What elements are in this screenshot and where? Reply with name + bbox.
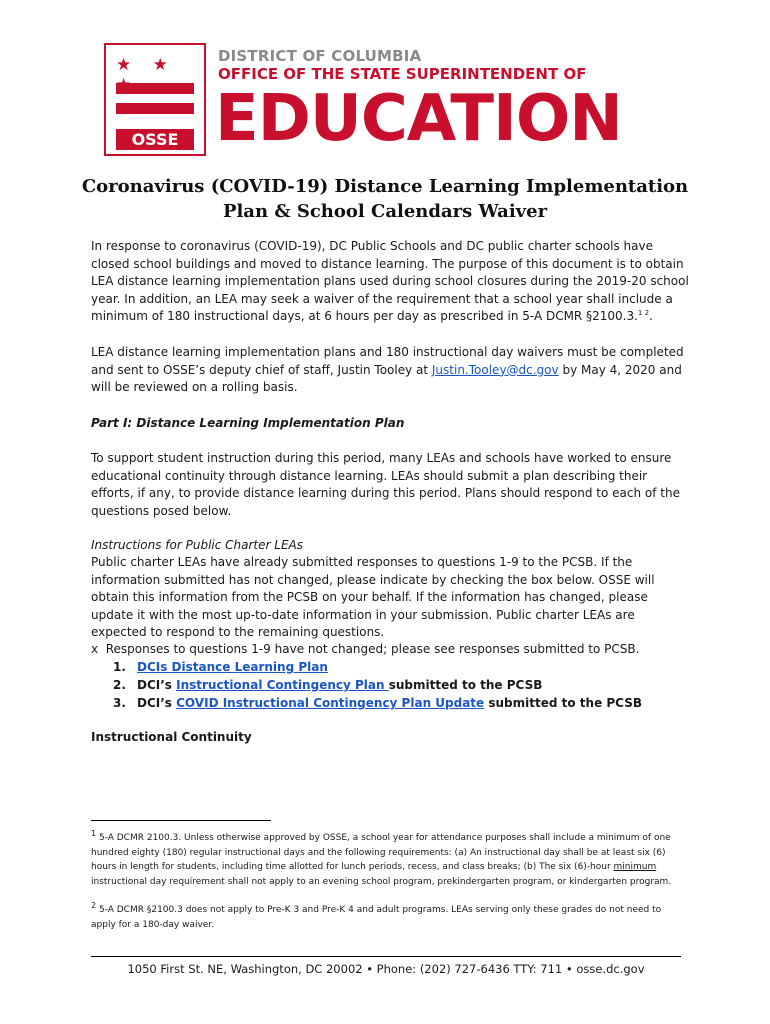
list-suffix: submitted to the PCSB xyxy=(484,696,643,710)
page-footer: 1050 First St. NE, Washington, DC 20002 • Phone: (202) 727-6436 TTY: 711 • osse.dc.gov xyxy=(127,962,645,976)
logo-education: EDUCATION xyxy=(215,82,622,156)
footer-divider xyxy=(91,956,681,957)
submission-text-after: by May 4, 2020 and will be reviewed on a rolling basis. xyxy=(91,362,682,395)
submission-paragraph xyxy=(91,344,691,397)
instructional-continuity-heading: Instructional Continuity xyxy=(91,730,252,744)
flag-stripe-icon xyxy=(116,83,194,94)
logo-district: DISTRICT OF COLUMBIA xyxy=(218,47,422,65)
charter-heading: Instructions for Public Charter LEAs xyxy=(91,538,303,552)
intro-text: In response to coronavirus (COVID-19), DC Public Schools and DC public charter schools have closed school buildings and moved to distance learning. The purpose of this document is to obtain LEA distance learning implementation plans used during school closures during the 2019-20 school year. In addition, an LEA may seek a waiver of the requirement that a school year shall include a minimum of 180 instructional days, at 6 hours per day as prescribed in 5-A DCMR §2100.3. xyxy=(91,239,689,324)
footnote-2-text: 5-A DCMR §2100.3 does not apply to Pre-K 3 and Pre-K 4 and adult programs. LEAs serving only these grades do not need to apply for a 180-day waiver. xyxy=(91,905,662,930)
osse-logo xyxy=(104,43,644,158)
list-item xyxy=(113,676,642,694)
footnote-refs[interactable]: 1 2 xyxy=(637,309,650,318)
part1-heading: Part I: Distance Learning Implementation Plan xyxy=(91,416,405,430)
title-line-2: Plan & School Calendars Waiver xyxy=(222,201,548,222)
footnote-1-text: 5-A DCMR 2100.3. Unless otherwise approved by OSSE, a school year for attendance purposes shall include a minimum of one hundred eighty (180) regular instructional days and the following requirements: (a) An instructional day shall be at least six (6) hours in length for students, including time allotted for lunch periods, recess, and class breaks; (b) The six (6)-hour xyxy=(91,833,671,872)
plan-links-list xyxy=(113,658,642,712)
list-item xyxy=(113,694,642,712)
intro-trailing-mark: . xyxy=(649,309,653,324)
osse-badge: OSSE xyxy=(116,129,194,150)
footnote-divider xyxy=(91,820,271,821)
list-number: 1. xyxy=(113,660,126,674)
footnote-2 xyxy=(91,903,687,932)
part1-paragraph: To support student instruction during this period, many LEAs and schools have worked to ensure educational continuity through distance learning. LEAs should submit a plan describing their efforts, if any, to provide distance learning during this period. Plans should respond to each of the questions posed below. xyxy=(91,451,680,518)
checkbox-label: Responses to questions 1-9 have not changed; please see responses submitted to PCSB. xyxy=(105,642,640,656)
charter-paragraph: Public charter LEAs have already submitted responses to questions 1-9 to the PCSB. If the information submitted has not changed, please indicate by checking the box below. OSSE will obtain this information from the PCSB on your behalf. If the information has changed, please update it with the most up-to-date information in your submission. Public charter LEAs are expected to respond to the remaining questions. xyxy=(91,555,655,640)
plan-link[interactable]: COVID Instructional Contingency Plan Update xyxy=(176,696,485,710)
email-link[interactable]: Justin.Tooley@dc.gov xyxy=(431,362,559,377)
osse-emblem xyxy=(104,43,206,156)
footnote-1-underlined: minimum xyxy=(613,862,657,872)
submission-text-before: LEA distance learning implementation plans and 180 instructional day waivers must be completed and sent to OSSE’s deputy chief of staff, Justin Tooley at xyxy=(91,345,684,377)
stars-icon: ★ ★ xyxy=(116,55,176,75)
footnote-1 xyxy=(91,831,687,889)
flag-stripe-icon xyxy=(116,103,194,114)
intro-paragraph xyxy=(91,238,691,326)
list-prefix: DCI’s xyxy=(137,696,177,710)
checkbox-mark[interactable]: x xyxy=(91,642,99,656)
plan-link[interactable]: DCIs Distance Learning Plan xyxy=(137,660,328,674)
list-number: 3. xyxy=(113,696,126,710)
list-suffix: submitted to the PCSB xyxy=(388,678,543,692)
list-item xyxy=(113,658,642,676)
footnote-1-number: 1 xyxy=(91,829,97,838)
title-line-1: Coronavirus (COVID-19) Distance Learning Implementation xyxy=(81,176,689,197)
list-number: 2. xyxy=(113,678,126,692)
list-prefix: DCI’s xyxy=(137,678,177,692)
unchanged-checkbox[interactable] xyxy=(91,641,639,659)
plan-link[interactable]: Instructional Contingency Plan xyxy=(176,678,389,692)
logo-office: OFFICE OF THE STATE SUPERINTENDENT OF xyxy=(218,65,587,83)
footnote-2-number: 2 xyxy=(91,901,97,910)
document-title xyxy=(40,174,730,224)
footnote-1-text-end: instructional day requirement shall not apply to an evening school program, prekindergarten program, or kindergarten program. xyxy=(91,876,672,887)
